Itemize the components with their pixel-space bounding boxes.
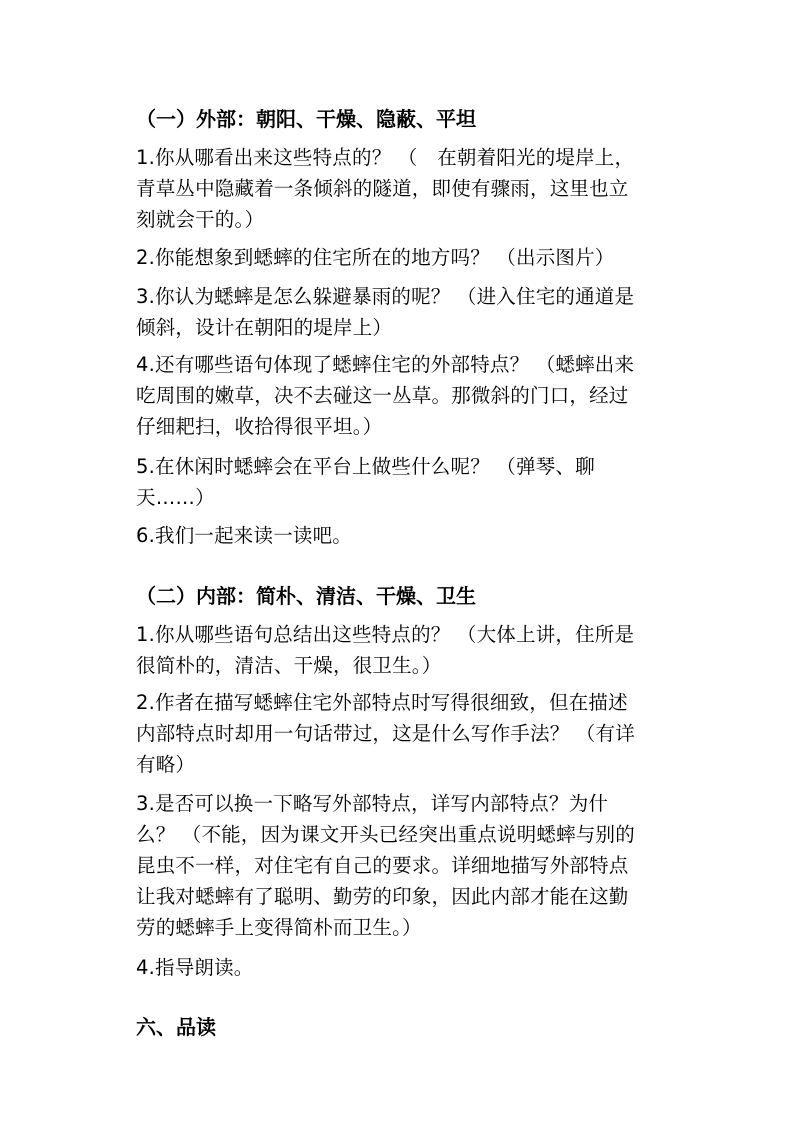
question-exterior-1: [136, 142, 716, 235]
question-interior-3: [136, 788, 716, 943]
text-line: 有略）: [136, 753, 196, 776]
text-line: 1.你从哪看出来这些特点的？ （ 在朝着阳光的堤岸上，: [136, 146, 635, 169]
question-exterior-6: [136, 520, 716, 551]
section-heading-interior: （二）内部：简朴、清洁、干燥、卫生: [136, 584, 476, 608]
text-line: 2.你能想象到蟋蟀的住宅所在的地方吗？ （出示图片）: [136, 246, 615, 269]
text-line: 4.还有哪些语句体现了蟋蟀住宅的外部特点？ （蟋蟀出来: [136, 353, 635, 376]
text-line: 2.作者在描写蟋蟀住宅外部特点时写得很细致，但在描述: [136, 691, 628, 714]
question-interior-2: [136, 687, 716, 780]
question-interior-1: [136, 619, 716, 681]
text-line: 刻就会干的。）: [136, 208, 265, 231]
text-line: 劳的蟋蟀手上变得简朴而卫生。）: [136, 916, 422, 939]
text-line: 青草丛中隐藏着一条倾斜的隧道，即使有骤雨，这里也立: [136, 177, 629, 200]
text-line: 很简朴的，清洁、干燥，很卫生。）: [136, 654, 442, 677]
section-heading-exterior: （一）外部：朝阳、干燥、隐蔽、平坦: [136, 107, 476, 131]
text-line: 仔细耙扫，收拾得很平坦。）: [136, 415, 383, 438]
section-heading-appreciation: 六、品读: [136, 1015, 216, 1039]
question-exterior-2: [136, 242, 716, 273]
question-exterior-4: [136, 349, 716, 442]
text-line: 3.是否可以换一下略写外部特点，详写内部特点？为什: [136, 792, 609, 815]
text-line: 让我对蟋蟀有了聪明、勤劳的印象，因此内部才能在这勤: [136, 885, 629, 908]
text-line: 3.你认为蟋蟀是怎么躲避暴雨的呢？ （进入住宅的通道是: [136, 285, 635, 308]
question-exterior-3: [136, 281, 716, 343]
text-line: 么？ （不能，因为课文开头已经突出重点说明蟋蟀与别的: [136, 823, 635, 846]
text-line: 昆虫不一样，对住宅有自己的要求。详细地描写外部特点: [136, 854, 629, 877]
text-line: 倾斜，设计在朝阳的堤岸上）: [136, 316, 393, 339]
question-exterior-5: [136, 451, 716, 513]
text-line: 1.你从哪些语句总结出这些特点的？ （大体上讲，住所是: [136, 623, 635, 646]
text-line: 内部特点时却用一句话带过，这是什么写作手法？ （有详: [136, 722, 635, 745]
text-line: 4.指导朗读。: [136, 956, 254, 979]
text-line: 天……）: [136, 486, 215, 509]
text-line: 5.在休闲时蟋蟀会在平台上做些什么呢？ （弹琴、聊: [136, 455, 595, 478]
text-line: 吃周围的嫩草，决不去碰这一丛草。那微斜的门口，经过: [136, 384, 629, 407]
text-line: 6.我们一起来读一读吧。: [136, 524, 353, 547]
question-interior-4: [136, 952, 716, 983]
